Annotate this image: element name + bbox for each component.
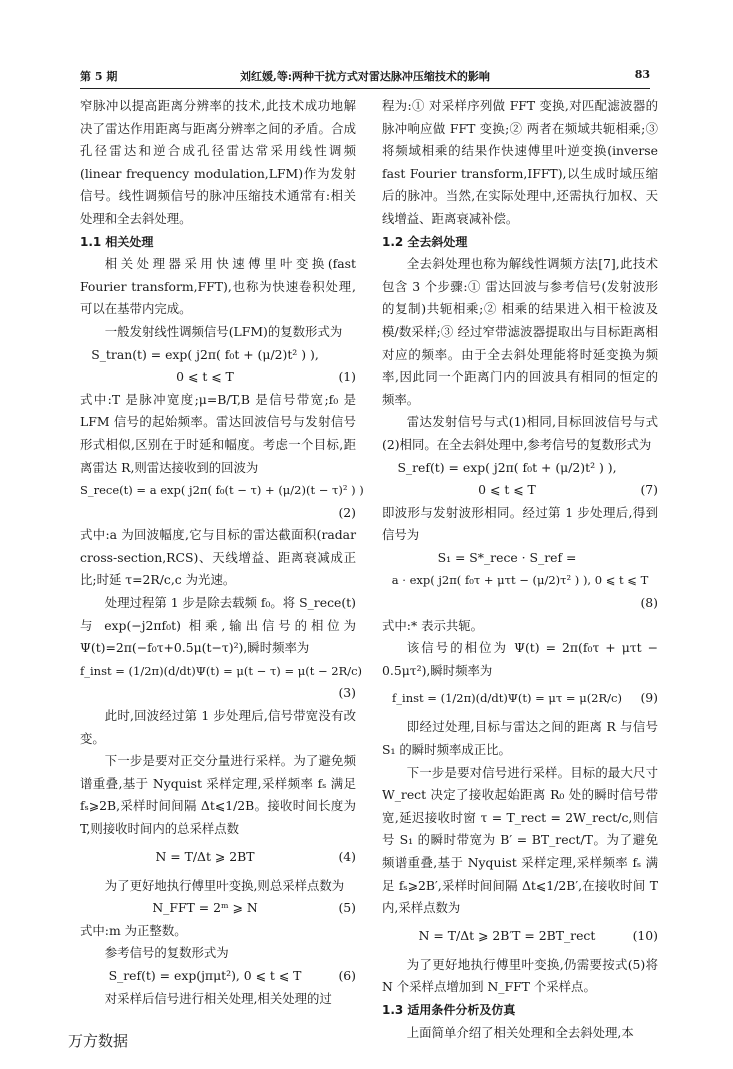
- equation-number: (6): [338, 967, 356, 983]
- equation-1-condition: [80, 366, 356, 389]
- equation-number: (5): [338, 900, 356, 916]
- equation-5-formula: N_FFT = 2ᵐ ⩾ N: [152, 900, 258, 916]
- equation-number: (2): [338, 504, 356, 520]
- equation-6: [80, 965, 356, 988]
- equation-3: [80, 660, 363, 683]
- paragraph: 处理过程第 1 步是除去载频 f₀。将 S_rece(t) 与 exp(−j2πf₀t) 相乘,输出信号的相位为 Ψ(t)=2π(−f₀τ+0.5μ(t−τ)²),瞬时频率为: [80, 595, 356, 656]
- equation-2: [80, 479, 364, 502]
- paragraph: 为了更好地执行傅里叶变换,则总采样点数为: [104, 877, 345, 893]
- paragraph: 即经过处理,目标与雷达之间的距离 R 与信号 S₁ 的瞬时频率成正比。: [382, 719, 658, 758]
- equation-1-line1: S_tran(t) = exp( j2π( f₀t + (μ/2)t² ) ),: [91, 346, 319, 362]
- equation-number: (8): [640, 595, 658, 611]
- equation-5: [80, 897, 356, 920]
- paragraph: 下一步是要对信号进行采样。目标的最大尺寸 W_rect 决定了接收起始距离 R₀ 处的瞬时信号带宽,延迟接收时窗 τ = T_rect = 2W_rect/c,则信号 S₁ 的瞬时带宽为 B′ = BT_rect/T。为了避免频谱重叠,基于 Nyquist 采样定理,采样频率 fₛ 满足 fₛ⩾2B′,采样时间间隔 Δt⩽1/2B′,在接收时间 T 内,采样点数为: [382, 764, 658, 916]
- paragraph: 相关处理器采用快速傅里叶变换(fast Fourier transform,FFT),也称为快速卷积处理,可以在基带内完成。: [80, 256, 356, 317]
- equation-7-line2: 0 ⩽ t ⩽ T: [478, 482, 536, 498]
- paragraph: 参考信号的复数形式为: [104, 945, 229, 961]
- paragraph: 式中:* 表示共轭。: [382, 617, 484, 633]
- equation-number: (4): [338, 848, 356, 864]
- equation-8-line1: S₁ = S*_rece · S_ref =: [437, 549, 577, 565]
- running-title: 刘红媛,等:两种干扰方式对雷达脉冲压缩技术的影响: [240, 70, 490, 83]
- paragraph: 雷达发射信号与式(1)相同,目标回波信号与式(2)相同。在全去斜处理中,参考信号的复数形式为: [382, 414, 658, 452]
- equation-3-number-line: [80, 682, 356, 705]
- equation-number: (1): [338, 369, 356, 385]
- header-rule: [80, 88, 650, 89]
- issue-number: 第 5 期: [80, 70, 118, 83]
- equation-6-formula: S_ref(t) = exp(jπμt²), 0 ⩽ t ⩽ T: [108, 967, 302, 983]
- equation-4: [80, 841, 356, 875]
- equation-9-formula: f_inst = (1/2π)(d/dt)Ψ(t) = μτ = μ(2R/c): [392, 691, 622, 706]
- equation-7-condition: [382, 479, 658, 502]
- equation-7: [382, 457, 658, 480]
- equation-2-formula: S_rece(t) = a exp( j2π( f₀(t − τ) + (μ/2)(t − τ)² ) ): [80, 483, 364, 498]
- paragraph: 式中:a 为回波幅度,它与目标的雷达截面积(radar cross-section,RCS)、天线增益、距离衰减成正比;时延 τ=2R/c,c 为光速。: [80, 527, 356, 588]
- equation-1-line2: 0 ⩽ t ⩽ T: [176, 369, 234, 385]
- equation-10: [382, 920, 658, 954]
- equation-8-body: [382, 569, 658, 592]
- running-header: [80, 68, 650, 88]
- paragraph: 窄脉冲以提高距离分辨率的技术,此技术成功地解决了雷达作用距离与距离分辨率之间的矛盾。合成孔径雷达和逆合成孔径雷达常采用线性调频(linear frequency modulation,LFM)作为发射信号。线性调频信号的脉冲压缩技术通常有:相关处理和全去斜处理。: [80, 98, 356, 226]
- right-column: [382, 95, 658, 1044]
- equation-8-number-line: [382, 592, 658, 615]
- paragraph: 此时,回波经过第 1 步处理后,信号带宽没有改变。: [80, 708, 356, 746]
- equation-9: [382, 682, 658, 716]
- paragraph: 程为:① 对采样序列做 FFT 变换,对匹配滤波器的脉冲响应做 FFT 变换;② 两者在频域共轭相乘;③ 将频域相乘的结果作快速傅里叶逆变换(inverse fast Fourier transform,IFFT),以生成时域压缩后的脉冲。当然,在实际处理中,还需执行加权、天线增益、距离衰减补偿。: [382, 98, 658, 226]
- paragraph: 全去斜处理也称为解线性调频方法[7],此技术包含 3 个步骤:① 雷达回波与参考信号(发射波形的复制)共轭相乘;② 相乘的结果进入相干检波及模/数采样;③ 经过窄带滤波器提取出与目标距离相对应的频率。由于全去斜处理能将时延变换为频率,因此同一个距离门内的回波具有相同的恒定的频率。: [382, 256, 658, 407]
- equation-8-line2: a · exp( j2π( f₀τ + μτt − (μ/2)τ² ) ), 0 ⩽ t ⩽ T: [391, 573, 649, 588]
- equation-8: [382, 547, 658, 570]
- equation-number: (9): [640, 690, 658, 706]
- section-heading-1-3: 1.3 适用条件分析及仿真: [382, 1002, 516, 1017]
- watermark-text: 万方数据: [68, 1032, 129, 1050]
- equation-number: (10): [632, 927, 658, 943]
- equation-3-formula: f_inst = (1/2π)(d/dt)Ψ(t) = μ(t − τ) = μ(t − 2R/c): [80, 663, 363, 678]
- section-heading-1-2: 1.2 全去斜处理: [382, 234, 468, 249]
- paragraph: 下一步是要对正交分量进行采样。为了避免频谱重叠,基于 Nyquist 采样定理,采样频率 fₛ 满足 fₛ⩾2B,采样时间间隔 Δt⩽1/2B。接收时间长度为 T,则接收时间内的总采样点数: [80, 753, 356, 836]
- left-column: [80, 95, 364, 1010]
- paragraph: 上面简单介绍了相关处理和全去斜处理,本: [406, 1024, 634, 1040]
- equation-number: (7): [640, 482, 658, 498]
- paragraph: 该信号的相位为 Ψ(t) = 2π(f₀τ + μτt − 0.5μτ²),瞬时频率为: [382, 640, 658, 678]
- paragraph: 一般发射线性调频信号(LFM)的复数形式为: [104, 323, 343, 339]
- section-heading-1-1: 1.1 相关处理: [80, 234, 154, 249]
- equation-7-line1: S_ref(t) = exp( j2π( f₀t + (μ/2)t² ) ),: [397, 459, 617, 475]
- equation-10-formula: N = T/Δt ⩾ 2B′T = 2BT_rect: [418, 927, 596, 943]
- equation-1: [80, 344, 356, 367]
- page-number: 83: [634, 68, 650, 81]
- equation-4-formula: N = T/Δt ⩾ 2BT: [155, 848, 255, 864]
- paragraph: 为了更好地执行傅里叶变换,仍需要按式(5)将 N 个采样点增加到 N_FFT 个采样点。: [382, 956, 658, 995]
- equation-2-number-line: [80, 502, 356, 525]
- equation-number: (3): [338, 685, 356, 701]
- paragraph: 式中:m 为正整数。: [80, 922, 187, 938]
- paragraph: 对采样后信号进行相关处理,相关处理的过: [104, 990, 332, 1006]
- paragraph: 即波形与发射波形相同。经过第 1 步处理后,得到信号为: [382, 504, 658, 543]
- paragraph: 式中:T 是脉冲宽度;μ=B/T,B 是信号带宽;f₀ 是 LFM 信号的起始频率。雷达回波信号与发射信号形式相似,区别在于时延和幅度。考虑一个目标,距离雷达 R,则雷达接收到的回波为: [80, 391, 356, 475]
